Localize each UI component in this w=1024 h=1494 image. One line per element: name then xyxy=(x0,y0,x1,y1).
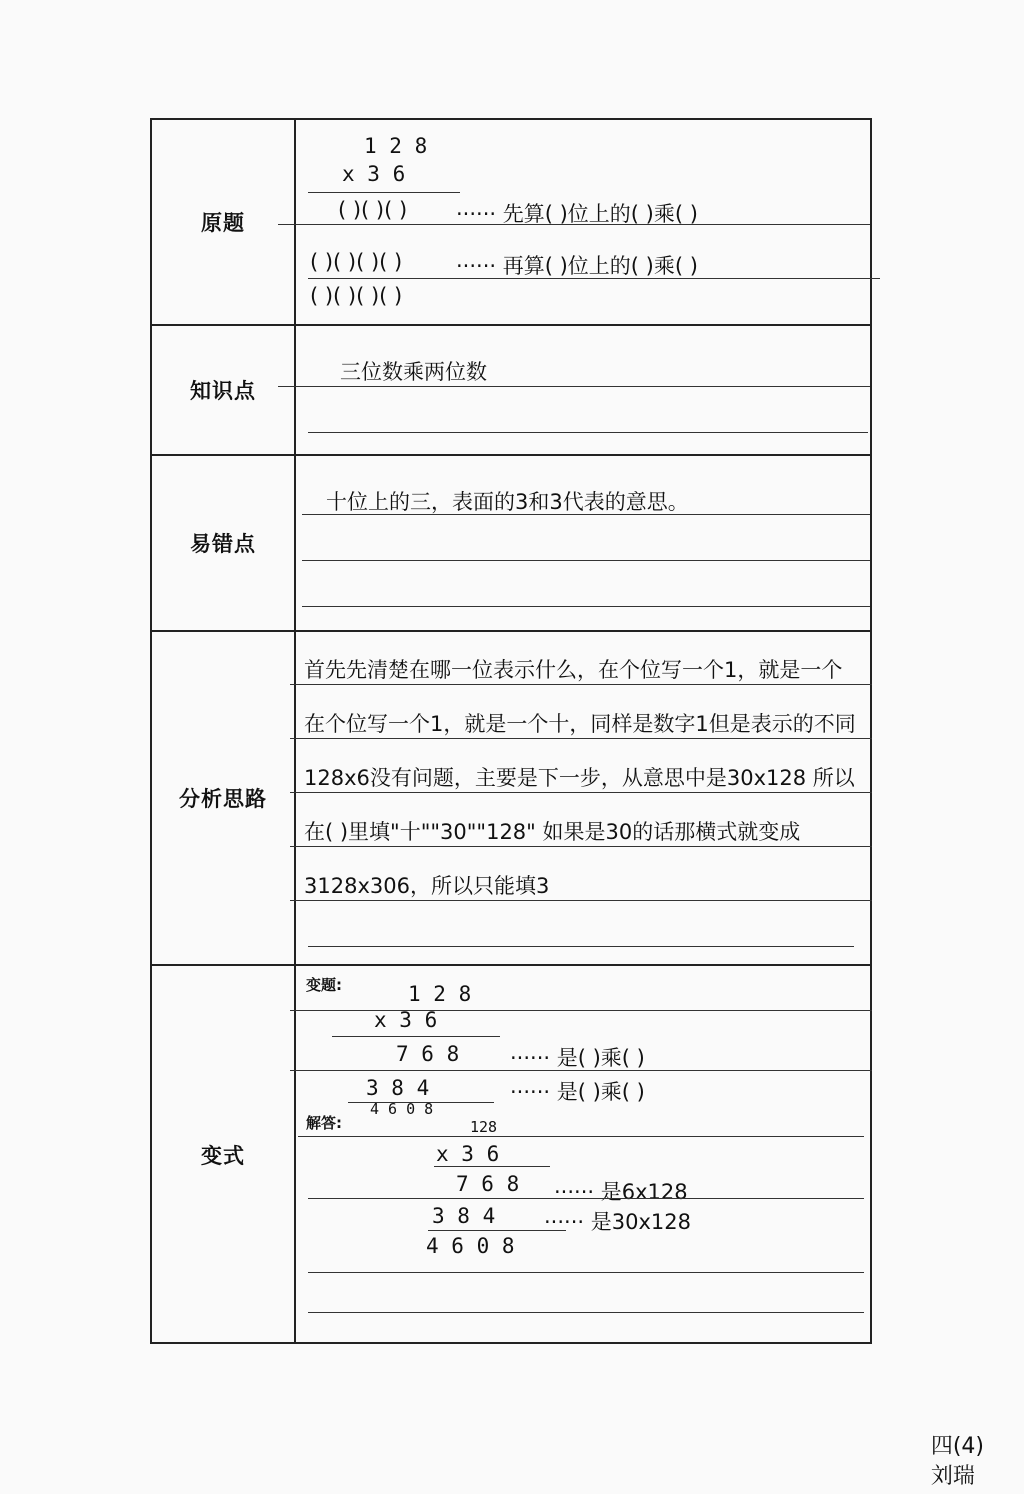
original-step1-blanks: ( )( )( ) xyxy=(338,198,408,222)
variant-q-result: 4 6 0 8 xyxy=(370,1100,434,1118)
analysis-line-5: 3128x306，所以只能填3 xyxy=(304,874,550,898)
label-mistake: 易错点 xyxy=(152,456,296,630)
analysis-line-4: 在( )里填"十""30""128" 如果是30的话那横式就变成 xyxy=(304,820,801,844)
original-step1-text: ······ 先算( )位上的( )乘( ) xyxy=(456,202,698,226)
original-content xyxy=(298,120,870,324)
variant-a-multiplier: x 3 6 xyxy=(436,1142,500,1166)
student-name: 刘瑞 xyxy=(930,1464,975,1489)
row-mistake xyxy=(152,456,870,632)
variant-q-partial-2: 3 8 4 xyxy=(366,1076,430,1100)
label-analysis: 分析思路 xyxy=(152,632,296,964)
variant-a-result: 4 6 0 8 xyxy=(426,1234,515,1258)
variant-a-partial-2: 3 8 4 xyxy=(432,1204,496,1228)
variant-a-partial-1-text: ······ 是6x128 xyxy=(554,1180,688,1204)
row-variant xyxy=(152,966,870,1344)
analysis-line-3: 128x6没有问题，主要是下一步，从意思中是30x128 所以 xyxy=(304,766,855,790)
ruled-line xyxy=(290,900,872,901)
variant-a-top: 128 xyxy=(470,1118,498,1136)
variant-q-partial-1-text: ······ 是( )乘( ) xyxy=(510,1046,645,1070)
original-calc-rule xyxy=(308,192,460,193)
mistake-content xyxy=(298,456,870,630)
row-analysis xyxy=(152,632,870,966)
ruled-line xyxy=(302,560,870,561)
variant-content xyxy=(298,966,870,1344)
ruled-line xyxy=(308,1272,864,1273)
label-variant: 变式 xyxy=(152,966,296,1344)
ruled-line xyxy=(290,792,872,793)
mistake-text: 十位上的三，表面的3和3代表的意思。 xyxy=(326,490,689,514)
variant-question-label: 变题: xyxy=(306,976,342,994)
ruled-line xyxy=(290,738,872,739)
ruled-line xyxy=(278,386,870,387)
ruled-line xyxy=(290,1070,872,1071)
variant-q-partial-1: 7 6 8 xyxy=(396,1042,460,1066)
original-step2-text: ······ 再算( )位上的( )乘( ) xyxy=(456,254,698,278)
label-original: 原题 xyxy=(152,120,296,324)
ruled-line xyxy=(308,1198,864,1199)
variant-a-partial-2-text: ······ 是30x128 xyxy=(544,1210,691,1234)
ruled-line xyxy=(298,1136,864,1137)
ruled-line xyxy=(290,684,872,685)
ruled-line xyxy=(308,946,854,947)
ruled-line xyxy=(308,432,868,433)
variant-q-top: 1 2 8 xyxy=(408,982,472,1006)
original-step2-blanks: ( )( )( )( ) xyxy=(310,250,403,274)
original-multiplier: x 3 6 xyxy=(342,162,406,186)
ruled-line xyxy=(308,1312,864,1313)
ruled-line xyxy=(278,224,870,225)
mistake-notebook-table xyxy=(150,118,872,1344)
analysis-line-1: 首先先清楚在哪一位表示什么，在个位写一个1，就是一个 xyxy=(304,658,843,682)
variant-a-rule xyxy=(434,1166,550,1167)
row-knowledge xyxy=(152,326,870,456)
variant-q-rule xyxy=(332,1036,500,1037)
analysis-content xyxy=(298,632,870,964)
variant-q-multiplier: x 3 6 xyxy=(374,1008,438,1032)
knowledge-text: 三位数乘两位数 xyxy=(340,360,487,384)
class-label: 四(4) xyxy=(930,1434,984,1459)
original-top-number: 1 2 8 xyxy=(364,134,428,158)
knowledge-content xyxy=(298,326,870,454)
row-original xyxy=(152,120,870,326)
label-knowledge: 知识点 xyxy=(152,326,296,454)
variant-answer-label: 解答: xyxy=(306,1114,342,1132)
ruled-line xyxy=(302,606,870,607)
variant-q-partial-2-text: ······ 是( )乘( ) xyxy=(510,1080,645,1104)
student-signature xyxy=(931,1432,984,1492)
variant-a-partial-1: 7 6 8 xyxy=(456,1172,520,1196)
variant-a-rule-2 xyxy=(428,1230,566,1231)
ruled-line xyxy=(302,514,870,515)
analysis-line-2: 在个位写一个1，就是一个十，同样是数字1但是表示的不同 xyxy=(304,712,856,736)
original-partial-rule xyxy=(308,278,880,279)
original-result-blanks: ( )( )( )( ) xyxy=(310,284,403,308)
ruled-line xyxy=(290,846,872,847)
